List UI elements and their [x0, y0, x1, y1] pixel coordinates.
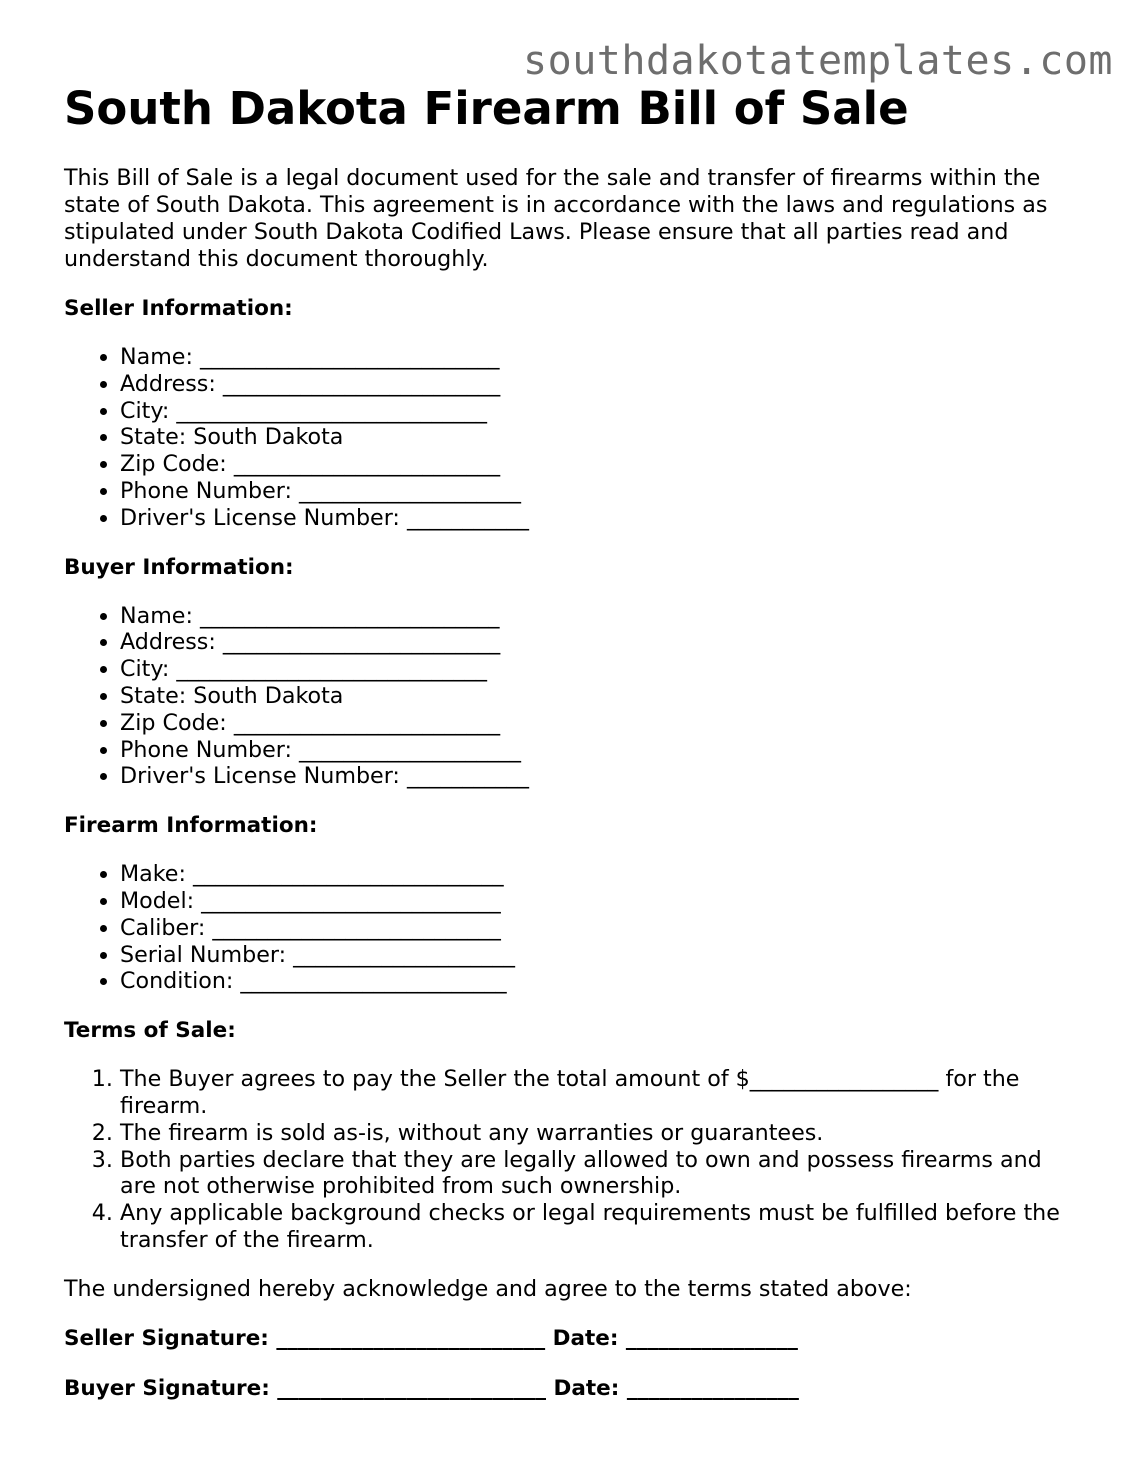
firearm-caliber-field[interactable]: • Caliber: __________________________ — [120, 915, 1084, 942]
terms-item-as-is: 2. The firearm is sold as-is, without any warranties or guarantees. — [120, 1120, 1084, 1147]
seller-phone-field[interactable]: • Phone Number: ____________________ — [120, 478, 1084, 505]
firearm-make-field[interactable]: • Make: ____________________________ — [120, 861, 1084, 888]
firearm-list — [64, 861, 1084, 995]
terms-item-price[interactable]: 1. The Buyer agrees to pay the Seller the total amount of $_________________ for the firearm. — [120, 1066, 1084, 1120]
seller-heading: Seller Information: — [64, 296, 293, 321]
buyer-zip-field[interactable]: • Zip Code: ________________________ — [120, 710, 1084, 737]
buyer-heading: Buyer Information: — [64, 554, 294, 580]
buyer-address-field[interactable]: • Address: _________________________ — [120, 629, 1084, 656]
firearm-condition-field[interactable]: • Condition: ________________________ — [120, 968, 1084, 995]
seller-name-field[interactable]: • Name: ___________________________ — [120, 344, 1084, 371]
buyer-list — [64, 603, 1084, 791]
terms-item-legal-ownership: 3. Both parties declare that they are legally allowed to own and possess firearms and are not otherwise prohibited from such ownership. — [120, 1147, 1084, 1201]
seller-license-field[interactable]: • Driver's License Number: ___________ — [120, 505, 1084, 532]
seller-list — [64, 344, 1084, 532]
terms-heading: Terms of Sale: — [64, 1018, 236, 1044]
buyer-city-field[interactable]: • City: ____________________________ — [120, 656, 1084, 683]
firearm-heading: Firearm Information: — [64, 813, 318, 839]
seller-address-field[interactable]: • Address: _________________________ — [120, 371, 1084, 398]
page-title: South Dakota Firearm Bill of Sale — [64, 82, 909, 135]
terms-list — [64, 1066, 1084, 1254]
buyer-signature-line[interactable]: Buyer Signature: _________________________ Date: ________________ — [64, 1375, 799, 1401]
buyer-state-item: • State: South Dakota — [120, 683, 1084, 710]
buyer-license-field[interactable]: • Driver's License Number: ___________ — [120, 763, 1084, 790]
terms-item-background-checks: 4. Any applicable background checks or legal requirements must be fulfilled before the transfer of the firearm. — [120, 1200, 1084, 1254]
seller-city-field[interactable]: • City: ____________________________ — [120, 398, 1084, 425]
acknowledgement-text: The undersigned hereby acknowledge and agree to the terms stated above: — [64, 1275, 912, 1302]
watermark: southdakotatemplates.com — [523, 38, 1113, 84]
intro-paragraph: This Bill of Sale is a legal document used for the sale and transfer of firearms within the state of South Dakota. This agreement is in accordance with the laws and regulations as stipulated under South Dakota Codified Laws. Please ensure that all parties read and understand this document thoroughly. — [64, 165, 1048, 272]
firearm-model-field[interactable]: • Model: ___________________________ — [120, 888, 1084, 915]
document-page — [64, 80, 1084, 1402]
seller-state-item: • State: South Dakota — [120, 424, 1084, 451]
firearm-serial-field[interactable]: • Serial Number: ____________________ — [120, 942, 1084, 969]
seller-zip-field[interactable]: • Zip Code: ________________________ — [120, 451, 1084, 478]
buyer-name-field[interactable]: • Name: ___________________________ — [120, 603, 1084, 630]
seller-signature-line[interactable]: Seller Signature: _________________________ Date: ________________ — [64, 1325, 798, 1351]
buyer-phone-field[interactable]: • Phone Number: ____________________ — [120, 737, 1084, 764]
